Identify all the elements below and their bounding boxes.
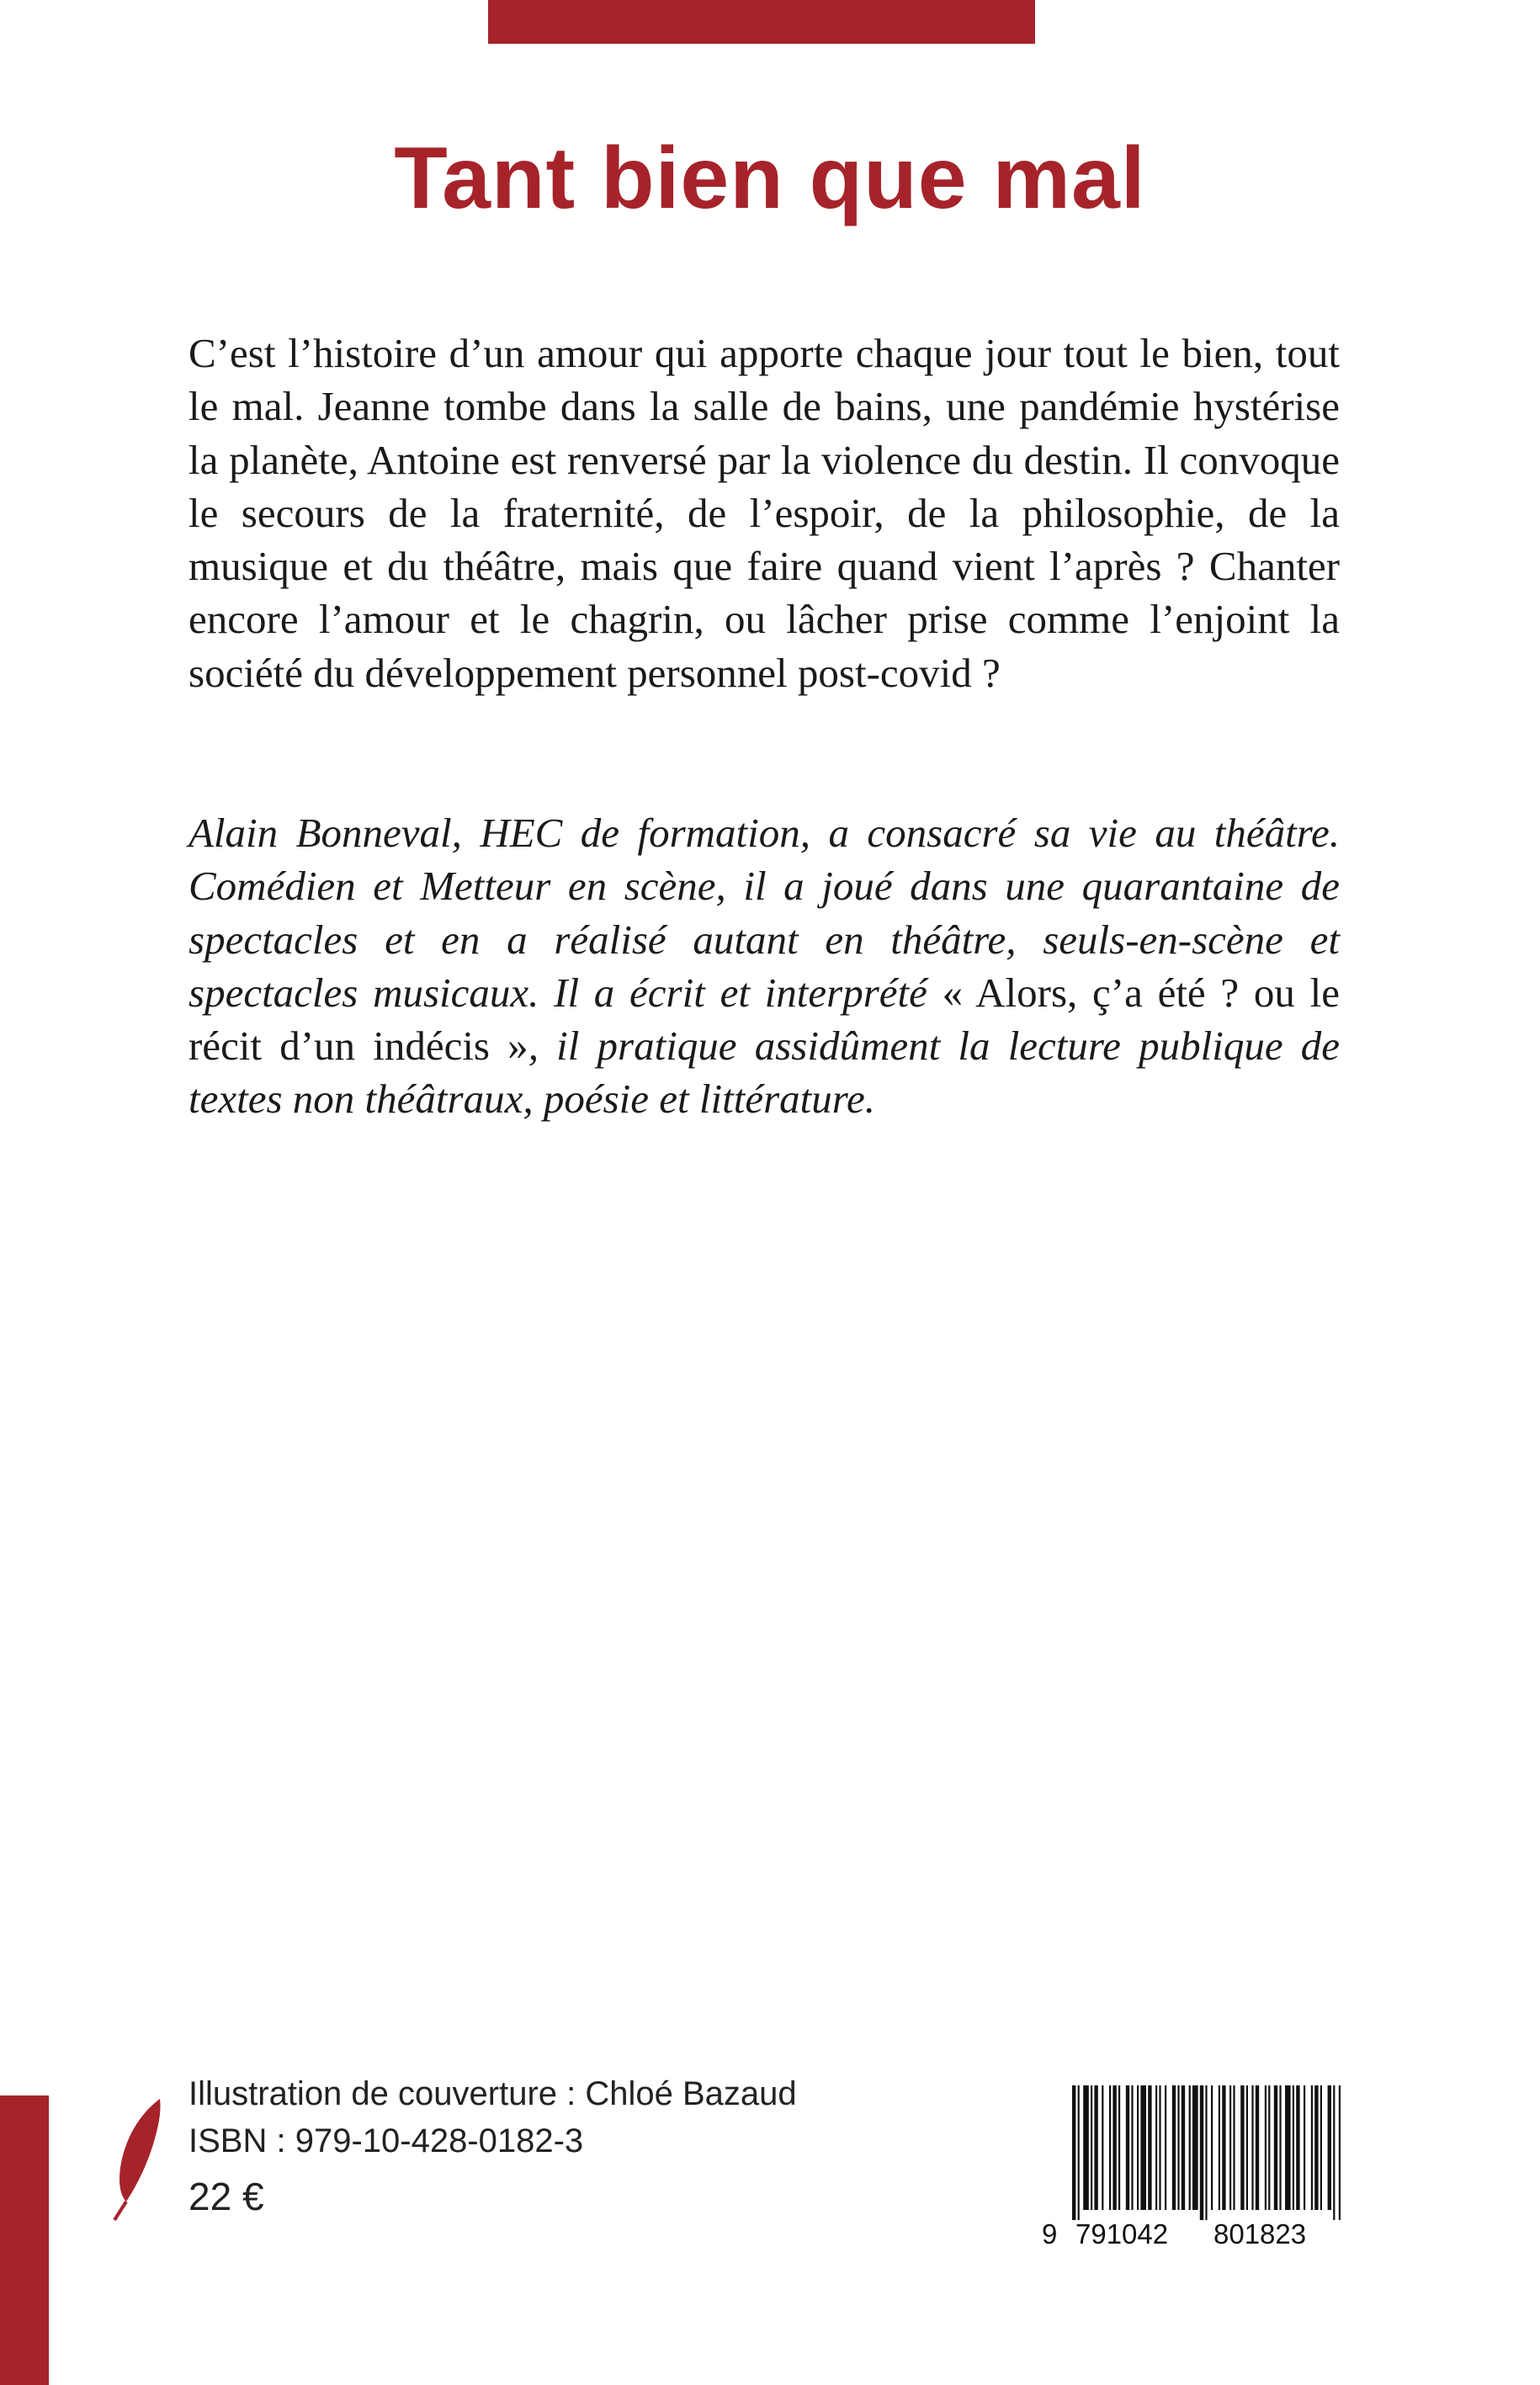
barcode-bar bbox=[1265, 2085, 1267, 2210]
barcode-bar bbox=[1113, 2085, 1116, 2210]
barcode-bar bbox=[1296, 2085, 1299, 2210]
illustration-credit: Illustration de couverture : Chloé Bazaud bbox=[189, 2075, 797, 2112]
barcode-bar bbox=[1192, 2085, 1198, 2210]
barcode-bar bbox=[1205, 2085, 1207, 2220]
barcode-bar bbox=[1155, 2085, 1157, 2210]
barcode-first-digit: 9 bbox=[1042, 2218, 1058, 2250]
barcode-bar bbox=[1109, 2085, 1111, 2210]
isbn-text: ISBN : 979-10-428-0182-3 bbox=[189, 2122, 584, 2159]
barcode-bar bbox=[1314, 2085, 1318, 2210]
barcode-bar bbox=[1268, 2085, 1270, 2210]
barcode-bar bbox=[1094, 2085, 1097, 2210]
barcode-bars bbox=[1038, 2085, 1351, 2220]
barcode-bar bbox=[1102, 2085, 1103, 2210]
barcode-bar bbox=[1078, 2085, 1080, 2220]
book-summary: C’est l’histoire d’un amour qui apporte chaque jour tout le bien, tout le mal. Jeanne tombe dans la salle de bains, une pandémie hystérise la planète, Antoine est renversé par la violence du destin. Il convoque le secours de la fraternité, de l’espoir, de la philosophie, de la musique et du théâtre, mais que faire quand vient l’après ? Chanter encore l’amour et le chagrin, ou lâcher prise comme l’enjoint la société du développement personnel post-covid ? bbox=[189, 330, 1340, 696]
publisher-feather-logo bbox=[108, 2096, 167, 2222]
barcode-group-1: 791042 bbox=[1075, 2218, 1169, 2250]
barcode-bar bbox=[1333, 2085, 1335, 2220]
barcode-bar bbox=[1211, 2085, 1213, 2210]
barcode-bar bbox=[1177, 2085, 1179, 2210]
barcode-bar bbox=[1131, 2085, 1133, 2210]
barcode-bar bbox=[1137, 2085, 1139, 2210]
barcode-bar bbox=[1219, 2085, 1220, 2210]
barcode-bar bbox=[1251, 2085, 1253, 2210]
barcode-bar bbox=[1233, 2085, 1235, 2210]
barcode-bar bbox=[1293, 2085, 1294, 2210]
barcode-bar bbox=[1320, 2085, 1322, 2210]
author-bio-text-end: , il pratique assidûment la lecture publique de textes non théâtraux, poésie et littérature. bbox=[189, 1023, 1340, 1123]
barcode-group-2: 801823 bbox=[1213, 2218, 1307, 2250]
top-accent-bar bbox=[488, 0, 1035, 44]
barcode-bar bbox=[1311, 2085, 1313, 2210]
book-title: Tant bien que mal bbox=[394, 130, 1146, 227]
barcode-bar bbox=[1091, 2085, 1092, 2210]
barcode-bar bbox=[1189, 2085, 1191, 2210]
barcode-bar bbox=[1285, 2085, 1291, 2210]
barcode-bar bbox=[1118, 2085, 1120, 2210]
author-bio-text: Alain Bonneval, HEC de formation, a consacré sa vie au théâtre. Comédien et Metteur en scène, il a joué dans une quarantaine de spectacles et en a réalisé autant en théâtre, seuls-en-scène et spectacles musicaux. Il a écrit et interprété bbox=[189, 810, 1340, 1016]
barcode-bar bbox=[1182, 2085, 1185, 2210]
barcode-bar bbox=[1172, 2085, 1176, 2210]
barcode-bar bbox=[1229, 2085, 1231, 2210]
quoted-work-title: « Alors, ç’a été ? ou le récit d’un indécis » bbox=[189, 969, 1340, 1070]
barcode-bar bbox=[1304, 2085, 1305, 2210]
barcode-bar bbox=[1140, 2085, 1146, 2210]
barcode-bar bbox=[1279, 2085, 1281, 2210]
left-accent-bar bbox=[0, 2096, 49, 2385]
barcode-bar bbox=[1165, 2085, 1166, 2210]
barcode-bar bbox=[1246, 2085, 1248, 2210]
barcode-bar bbox=[1328, 2085, 1331, 2210]
barcode-bar bbox=[1148, 2085, 1151, 2210]
barcode-bar bbox=[1159, 2085, 1160, 2210]
barcode-bar bbox=[1256, 2085, 1259, 2210]
barcode-bar bbox=[1083, 2085, 1089, 2210]
isbn-barcode bbox=[1038, 2085, 1351, 2267]
credits-block bbox=[189, 2070, 797, 2220]
barcode-bar bbox=[1222, 2085, 1225, 2210]
barcode-bar bbox=[1240, 2085, 1244, 2210]
barcode-bar bbox=[1072, 2085, 1075, 2220]
barcode-bar bbox=[1200, 2085, 1203, 2220]
barcode-bar bbox=[1126, 2085, 1129, 2210]
barcode-bar bbox=[1339, 2085, 1341, 2220]
price-text: 22 € bbox=[189, 2175, 264, 2218]
barcode-bar bbox=[1274, 2085, 1277, 2210]
author-bio bbox=[189, 806, 1340, 1126]
